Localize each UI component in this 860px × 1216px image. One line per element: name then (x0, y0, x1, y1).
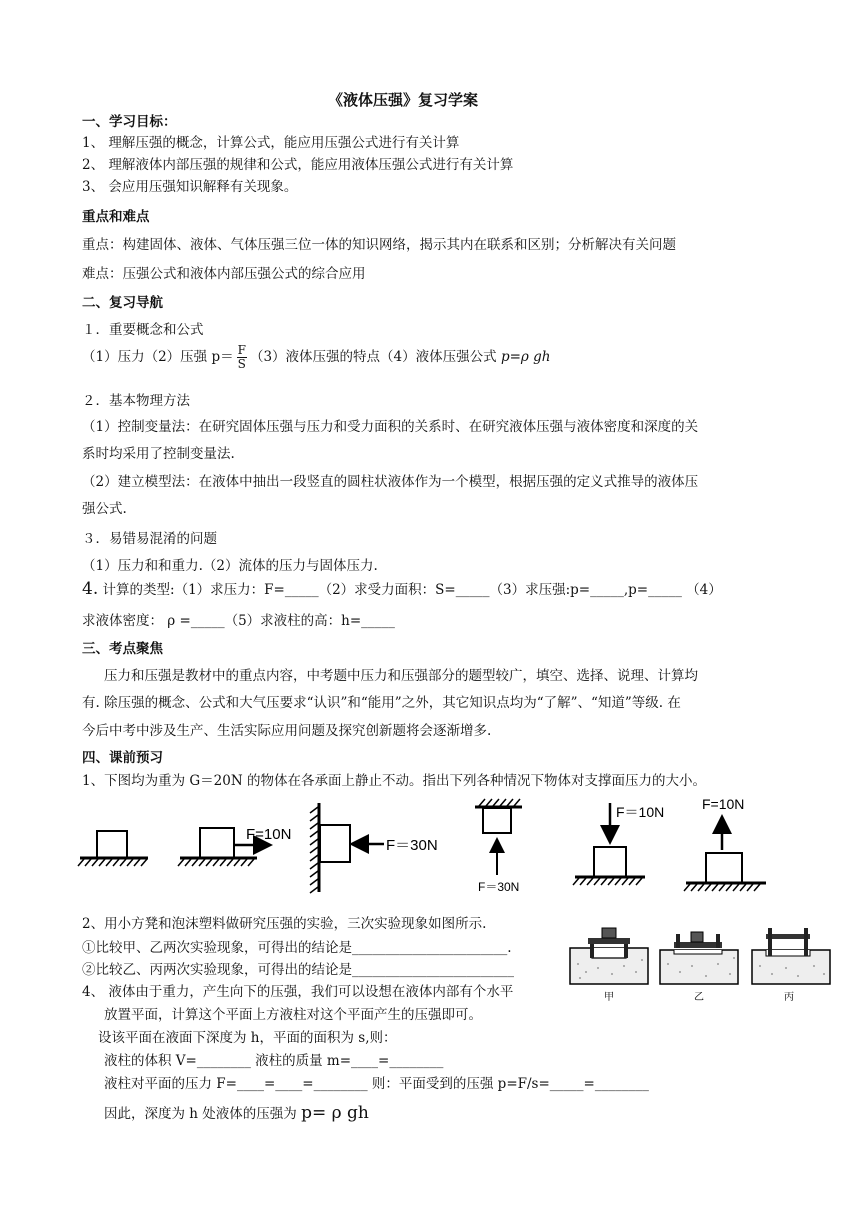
force-diagrams (70, 795, 790, 900)
key-difficulty: 难点：压强公式和液体内部压强公式的综合应用 (82, 266, 366, 282)
question-4-line-3: 设该平面在液面下深度为 h，平面的面积为 s,则： (98, 1030, 397, 1046)
calc-line-1 (82, 578, 722, 599)
diagram-horizontal-push (178, 826, 291, 866)
section-3-heading: 三、考点聚焦 (82, 641, 163, 657)
question-1: 1、下图均为重为 G＝20N 的物体在各承面上静止不动。指出下列各种情况下物体对支撑面压力的大小。 (82, 773, 706, 789)
foam-experiment-yi (660, 932, 738, 1003)
key-heading: 重点和难点 (82, 209, 150, 225)
question-2: 2、用小方凳和泡沫塑料做研究压强的实验，三次实验现象如图所示. (82, 916, 487, 932)
page-title: 《液体压强》复习学案 (328, 91, 479, 109)
key-focus: 重点：构建固体、液体、气体压强三位一体的知识网络，揭示其内在联系和区别；分析解决有关问题 (82, 237, 676, 253)
nav-sub-3: ３．易错易混淆的问题 (82, 531, 217, 547)
force-label-5: F=10N (702, 796, 745, 812)
method-2-line-1: （2）建立模型法：在液体中抽出一段竖直的圆柱状液体作为一个模型，根据压强的定义式推导的液体压 (82, 474, 699, 490)
force-label-1: F=10N (246, 826, 292, 843)
foam-label-jia: 甲 (604, 992, 614, 1003)
section-1-heading: 一、学习目标： (82, 114, 177, 130)
diagram-wall-push (310, 803, 438, 893)
force-label-2: F＝30N (386, 837, 438, 854)
goal-item-3: 3、 会应用压强知识解释有关现象。 (82, 179, 298, 195)
foam-experiment-figure (566, 914, 836, 1006)
foam-experiment-bing (752, 928, 830, 1003)
question-4-conclusion (104, 1102, 369, 1123)
formula-pre: （1）压力（2）压强 p＝ (82, 349, 234, 365)
question-4-volume-mass: 液柱的体积 V=________ 液柱的质量 m=____=________ (104, 1053, 444, 1069)
liquid-pressure-formula: p=ρ gh (500, 349, 551, 365)
foam-label-bing: 丙 (784, 992, 794, 1003)
formula-line (82, 342, 550, 372)
confusion-line: （1）压力和和重力.（2）流体的压力与固体压力. (82, 558, 378, 574)
diagram-ceiling-push (475, 799, 522, 894)
focus-para-line-2: 有. 除压强的概念、公式和大气压要求“认识”和“能用”之外，其它知识点均为“了解”、“知道”等级. 在 (82, 695, 681, 711)
focus-para-line-1: 压力和压强是教材中的重点内容，中考题中压力和压强部分的题型较广，填空、选择、说理、计算均 (104, 668, 698, 684)
calc-number: 4. (82, 579, 99, 599)
question-4-line-1: 4、 液体由于重力，产生向下的压强，我们可以设想在液体内部有个水平 (82, 984, 514, 1000)
method-1-line-1: （1）控制变量法：在研究固体压强与压力和受力面积的关系时、在研究液体压强与液体密度和深度的关 (82, 419, 699, 435)
calc-types-a: 计算的类型:（1）求压力：F=_____（2）求受力面积：S=_____（3）求压强:p=_____,p=_____ （4） (102, 582, 722, 598)
section-4-heading: 四、课前预习 (82, 750, 163, 766)
question-2a: ①比较甲、乙两次实验现象，可得出的结论是_______________________. (82, 940, 512, 956)
formula-mid: （3）液体压强的特点（4）液体压强公式 (249, 349, 501, 365)
question-4-line-2: 放置平面，计算这个平面上方液柱对这个平面产生的压强即可。 (104, 1007, 482, 1023)
force-label-4: F＝10N (616, 804, 665, 820)
question-2b: ②比较乙、丙两次实验现象，可得出的结论是________________________ (82, 962, 514, 978)
conclusion-formula: p= ρ gh (301, 1103, 369, 1123)
diagram-pull-up (684, 796, 766, 891)
goal-item-1: 1、 理解压强的概念，计算公式，能应用压强公式进行有关计算 (82, 135, 460, 151)
diagram-press-down (573, 803, 664, 885)
pressure-fraction (237, 344, 247, 371)
fraction-denominator: S (237, 357, 246, 371)
focus-para-line-3: 今后中考中涉及生产、生活实际应用问题及探究创新题将会逐渐增多. (82, 723, 492, 739)
goal-item-2: 2、 理解液体内部压强的规律和公式，能应用液体压强公式进行有关计算 (82, 157, 514, 173)
foam-experiment-jia (570, 928, 648, 1003)
calc-line-2: 求液体密度： ρ =_____（5）求液柱的高：h=_____ (82, 613, 395, 629)
foam-label-yi: 乙 (694, 992, 704, 1003)
force-label-3: F＝30N (478, 880, 520, 894)
diagram-box-on-floor (78, 831, 148, 866)
fraction-numerator: F (237, 343, 246, 357)
question-4-force-pressure: 液柱对平面的压力 F=____=____=________ 则：平面受到的压强 p=F/s=_____=________ (104, 1076, 649, 1092)
section-2-heading: 二、复习导航 (82, 295, 163, 311)
nav-sub-2: ２．基本物理方法 (82, 393, 190, 409)
method-1-line-2: 系时均采用了控制变量法. (82, 446, 235, 462)
conclusion-text: 因此，深度为 h 处液体的压强为 (104, 1106, 302, 1122)
nav-sub-1: １．重要概念和公式 (82, 322, 204, 338)
method-2-line-2: 强公式. (82, 501, 127, 517)
